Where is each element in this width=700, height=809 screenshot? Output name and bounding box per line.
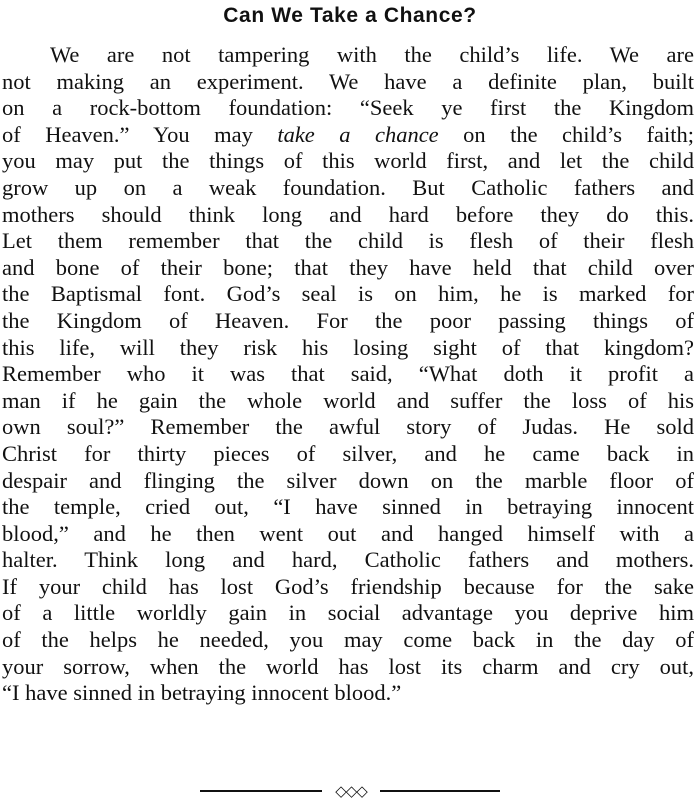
paragraph-line: despair and flinging the silver down on the marble floor of xyxy=(2,467,694,493)
paragraph-line: the Baptismal font. God’s seal is on him, he is marked for xyxy=(2,281,694,307)
paragraph-line: your sorrow, when the world has lost its charm and cry out, xyxy=(2,653,694,679)
paragraph-line: man if he gain the whole world and suffer the loss of his xyxy=(2,387,694,413)
ornamental-divider xyxy=(200,784,500,798)
paragraph-line: of Heaven.” You may take a chance on the child’s faith; xyxy=(2,121,694,147)
paragraph-line: We are not tampering with the child’s life. We are xyxy=(50,42,694,67)
paragraph-line: own soul?” Remember the awful story of Judas. He sold xyxy=(2,414,694,440)
paragraph-line: Christ for thirty pieces of silver, and he came back in xyxy=(2,440,694,466)
paragraph-line: mothers should think long and hard before they do this. xyxy=(2,201,694,227)
paragraph-line: this life, will they risk his losing sight of that kingdom? xyxy=(2,334,694,360)
paragraph-line: halter. Think long and hard, Catholic fathers and mothers. xyxy=(2,547,694,573)
emphasis-phrase: take a chance xyxy=(277,121,439,147)
paragraph-line: you may put the things of this world first, and let the child xyxy=(2,148,694,174)
paragraph-line: the temple, cried out, “I have sinned in betraying innocent xyxy=(2,494,694,520)
paragraph-line: on a rock-bottom foundation: “Seek ye first the Kingdom xyxy=(2,95,694,121)
paragraph-line: and bone of their bone; that they have held that child over xyxy=(2,254,694,280)
paragraph-line: blood,” and he then went out and hanged himself with a xyxy=(2,520,694,546)
paragraph-line: Let them remember that the child is flesh of their flesh xyxy=(2,228,694,254)
paragraph-line: If your child has lost God’s friendship because for the sake xyxy=(2,573,694,599)
divider-rule-left xyxy=(200,790,322,792)
diamond-ornament-icon: ◇◇◇ xyxy=(335,782,367,800)
paragraph-line: “I have sinned in betraying innocent blood.” xyxy=(2,680,402,706)
paragraph-line: of a little worldly gain in social advantage you deprive him xyxy=(2,600,694,626)
article-title: Can We Take a Chance? xyxy=(223,4,477,27)
paragraph-line: Remember who it was that said, “What doth it profit a xyxy=(2,361,694,387)
divider-rule-right xyxy=(380,790,500,792)
paragraph-line: grow up on a weak foundation. But Catholic fathers and xyxy=(2,174,694,200)
paragraph-line: not making an experiment. We have a definite plan, built xyxy=(2,68,694,94)
paragraph-line: of the helps he needed, you may come back in the day of xyxy=(2,627,694,653)
paragraph-line: the Kingdom of Heaven. For the poor passing things of xyxy=(2,307,694,333)
article-body xyxy=(2,42,694,707)
